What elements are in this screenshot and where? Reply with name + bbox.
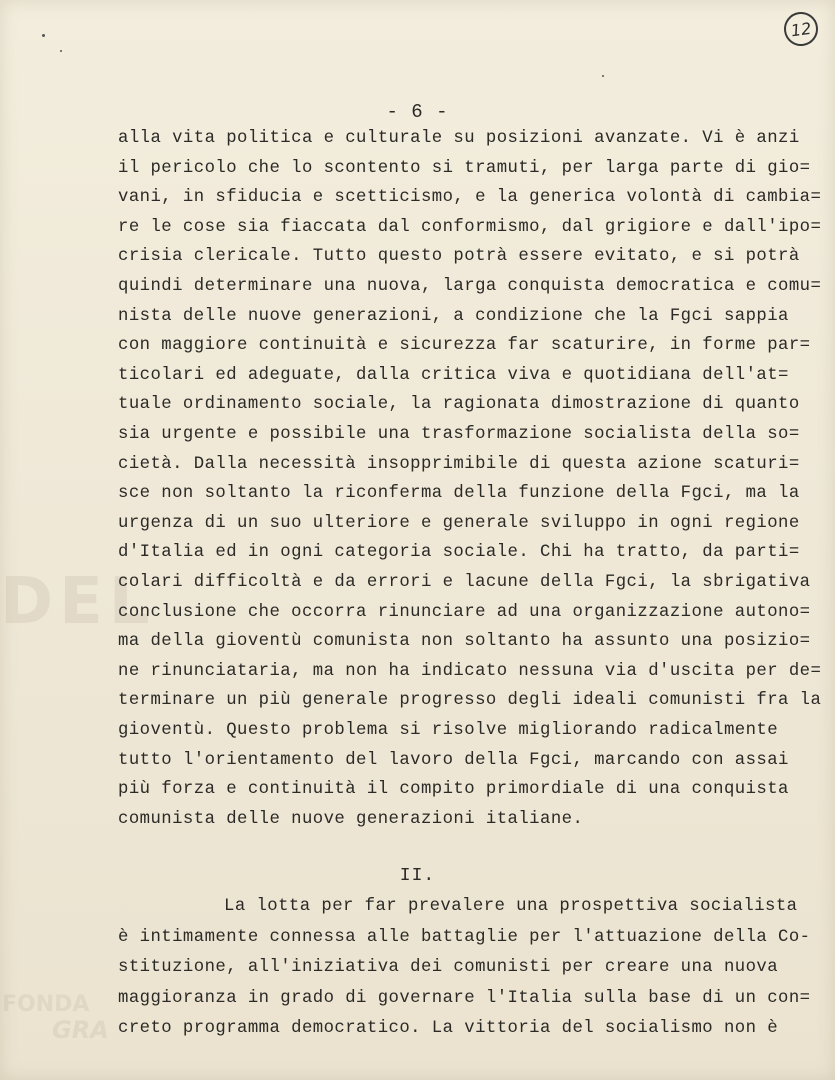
text-line: quindi determinare una nuova, larga conquista democratica e comu= (118, 277, 822, 296)
text-line: colari difficoltà e da errori e lacune della Fgci, la sbrigativa (118, 573, 811, 592)
text-line: terminare un più generale progresso degli ideali comunisti fra la (118, 691, 822, 711)
text-line: tuale ordinamento sociale, la ragionata dimostrazione di quanto (118, 395, 800, 415)
text-line: sia urgente e possibile una trasformazione socialista della so= (118, 425, 800, 444)
page-header-number: - 6 - (386, 101, 449, 123)
text-line: stituzione, all'iniziativa dei comunisti per creare una nuova (118, 958, 779, 977)
text-line: ticolari ed adeguate, dalla critica viva e quotidiana dell'at= (118, 365, 789, 385)
text-line: comunista delle nuove generazioni italiane. (118, 809, 584, 829)
text-line: è intimamente connessa alle battaglie per l'attuazione della Co- (118, 927, 811, 947)
archive-watermark-left-1: FONDA (2, 992, 90, 1017)
text-line: sce non soltanto la riconferma della funzione della Fgci, ma la (118, 484, 800, 504)
archive-watermark-left-2: GRA (52, 1016, 109, 1044)
ink-speck (602, 75, 604, 77)
ink-speck (60, 50, 62, 52)
text-line: re le cose sia fiaccata dal conformismo, dal grigiore e dall'ipo= (118, 217, 822, 237)
text-line: vani, in sfiducia e scetticismo, e la generica volontà di cambia= (118, 188, 822, 208)
text-line: urgenza di un suo ulteriore e generale sviluppo in ogni regione (118, 513, 800, 533)
text-line: tutto l'orientamento del lavoro della Fgci, marcando con assai (118, 750, 789, 770)
archive-page-number: 12 (789, 18, 813, 40)
archive-watermark-middle: DEL (0, 565, 156, 639)
archive-page-stamp (782, 10, 820, 48)
text-line: ne rinunciataria, ma non ha indicato nessuna via d'uscita per de= (118, 661, 822, 681)
text-line: conclusione che occorra rinunciare ad una organizzazione autono= (118, 602, 811, 622)
ink-speck (42, 34, 45, 37)
text-line: ma della gioventù comunista non soltanto ha assunto una posizio= (118, 632, 811, 652)
text-line: crisia clericale. Tutto questo potrà essere evitato, e si potrà (118, 247, 800, 267)
text-line: creto programma democratico. La vittoria del socialismo non è (118, 1019, 779, 1038)
text-line: d'Italia ed in ogni categoria sociale. Chi ha tratto, da parti= (118, 543, 800, 563)
text-line: con maggiore continuità e sicurezza far scaturire, in forme par= (118, 336, 811, 356)
text-line: maggioranza in grado di governare l'Italia sulla base di un con= (118, 988, 811, 1008)
text-line: alla vita politica e culturale su posizioni avanzate. Vi è anzi (118, 129, 800, 148)
text-line: il pericolo che lo scontento si tramuti, per larga parte di gio= (118, 158, 811, 178)
section-heading: II. (399, 866, 436, 886)
text-line: La lotta per far prevalere una prospettiva socialista (224, 897, 798, 916)
text-line: nista delle nuove generazioni, a condizione che la Fgci sappia (118, 306, 789, 326)
text-line: gioventù. Questo problema si risolve migliorando radicalmente (118, 721, 779, 740)
text-line: più forza e continuità il compito primordiale di una conquista (118, 780, 789, 800)
text-line: cietà. Dalla necessità insopprimibile di questa azione scaturi= (118, 454, 800, 474)
